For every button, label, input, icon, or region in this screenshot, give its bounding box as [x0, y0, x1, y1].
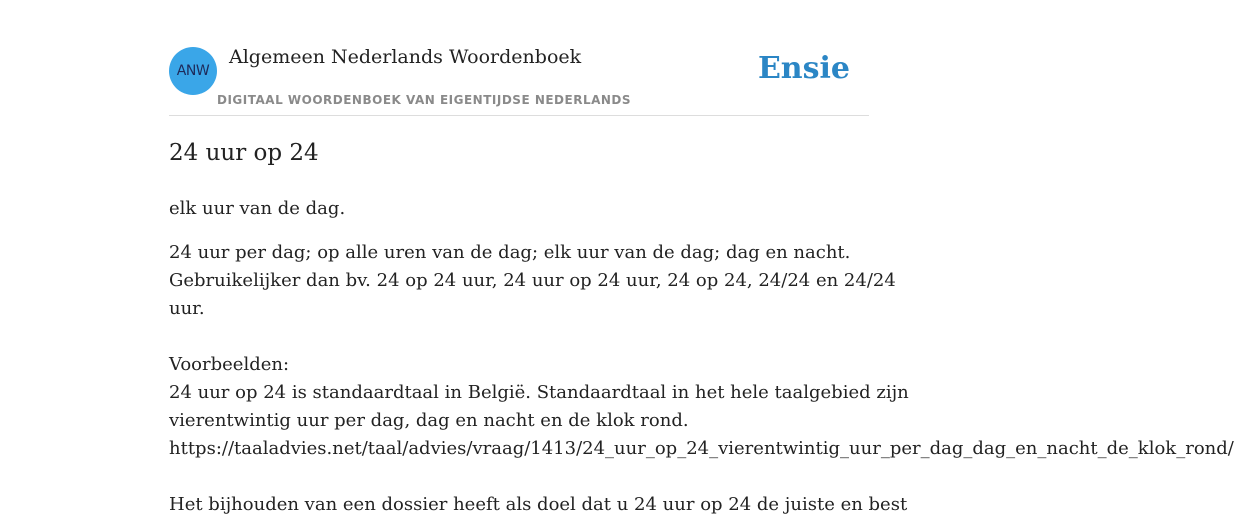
example-line: 24 uur op 24 is standaardtaal in België. Standaardtaal in het hele taalgebied zijn [169, 382, 909, 403]
description-line: Gebruikelijker dan bv. 24 op 24 uur, 24 uur op 24 uur, 24 op 24, 24/24 en 24/24 [169, 270, 896, 291]
entry-title: 24 uur op 24 [169, 140, 319, 166]
anw-logo[interactable] [169, 47, 217, 95]
entry-description [169, 239, 1234, 519]
example-source-link[interactable]: https://taaladvies.net/taal/advies/vraag/1413/24_uur_op_24_vierentwintig_uur_per_dag_dag_en_nacht_de_klok_rond/ [169, 438, 1234, 459]
examples-label: Voorbeelden: [169, 354, 290, 375]
brand-logo[interactable]: Ensie [757, 51, 850, 86]
site-subtitle: DIGITAAL WOORDENBOEK VAN EIGENTIJDSE NEDERLANDS [217, 93, 632, 107]
description-line: uur. [169, 298, 205, 319]
example-line: vierentwintig uur per dag, dag en nacht en de klok rond. [169, 410, 689, 431]
description-line: 24 uur per dag; op alle uren van de dag; elk uur van de dag; dag en nacht. [169, 242, 851, 263]
entry-definition: elk uur van de dag. [169, 198, 346, 219]
site-title[interactable]: Algemeen Nederlands Woordenboek [229, 46, 582, 68]
example-line: Het bijhouden van een dossier heeft als doel dat u 24 uur op 24 de juiste en best [169, 494, 908, 515]
logo-text: ANW [176, 63, 210, 79]
header-divider [169, 115, 869, 116]
paragraph-gap [169, 463, 869, 491]
paragraph-gap [169, 323, 869, 351]
